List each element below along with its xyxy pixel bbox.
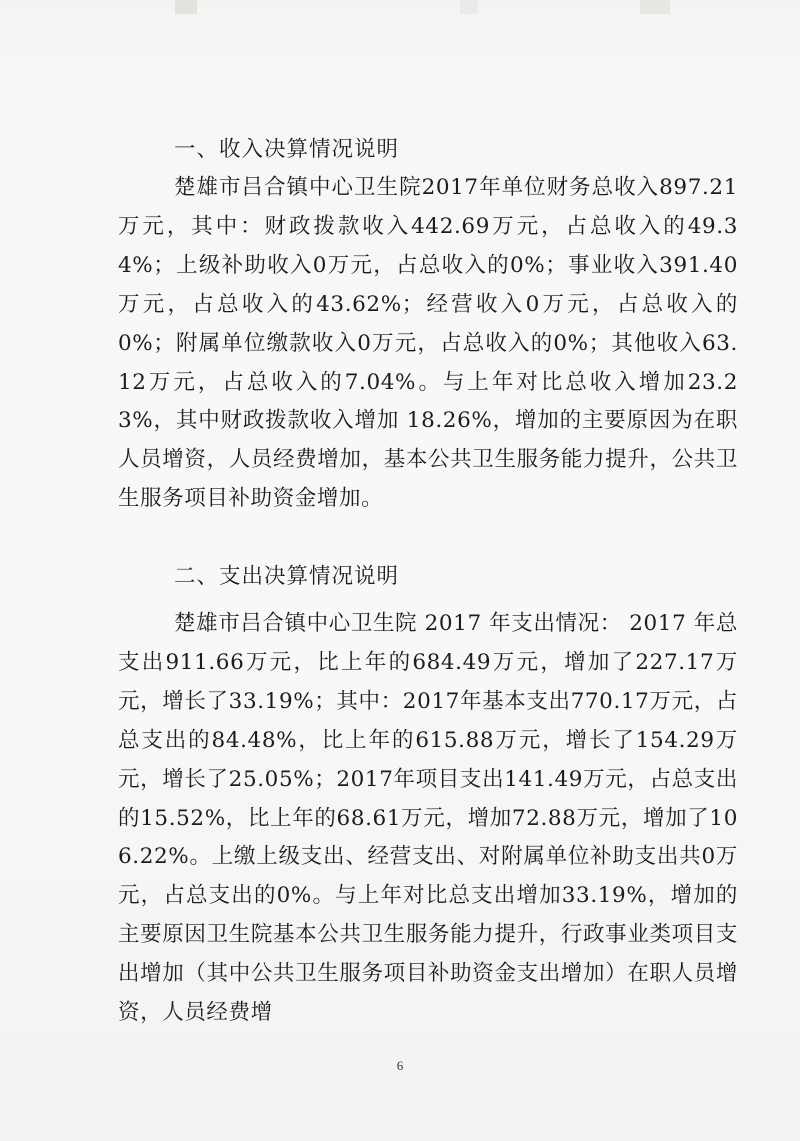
scan-artifact — [175, 0, 197, 14]
income-section-heading: 一、收入决算情况说明 — [174, 137, 400, 162]
scan-artifact — [640, 0, 670, 14]
page-number: 6 — [396, 1058, 404, 1073]
expenditure-section-heading: 二、支出决算情况说明 — [174, 564, 400, 589]
scan-artifact — [460, 0, 478, 14]
income-section-paragraph: 楚雄市吕合镇中心卫生院2017年单位财务总收入897.21万元，其中：财政拨款收入442.69万元，占总收入的49.34%；上级补助收入0万元，占总收入的0%；事业收入391.40万元，占总收入的43.62%；经营收入0万元，占总收入的0%；附属单位缴款收入0万元，占总收入的0%；其他收入63.12万元，占总收入的7.04%。与上年对比总收入增加23.23%，其中财政拨款收入增加 18.26%，增加的主要原因为在职人员增资，人员经费增加，基本公共卫生服务能力提升，公共卫生服务项目补助资金增加。 — [118, 175, 738, 512]
expenditure-section-paragraph: 楚雄市吕合镇中心卫生院 2017 年支出情况： 2017 年总支出911.66万元，比上年的684.49万元，增加了227.17万元，增长了33.19%；其中：2017年基本支出770.17万元，占总支出的84.48%，比上年的615.88万元，增长了154.29万元，增长了25.05%；2017年项目支出141.49万元，占总支出的15.52%，比上年的68.61万元，增加72.88万元，增加了106.22%。上缴上级支出、经营支出、对附属单位补助支出共0万元，占总支出的0%。与上年对比总支出增加33.19%，增加的主要原因卫生院基本公共卫生服务能力提升，行政事业类项目支出增加（其中公共卫生服务项目补助资金支出增加）在职人员增资，人员经费增 — [118, 611, 738, 1026]
